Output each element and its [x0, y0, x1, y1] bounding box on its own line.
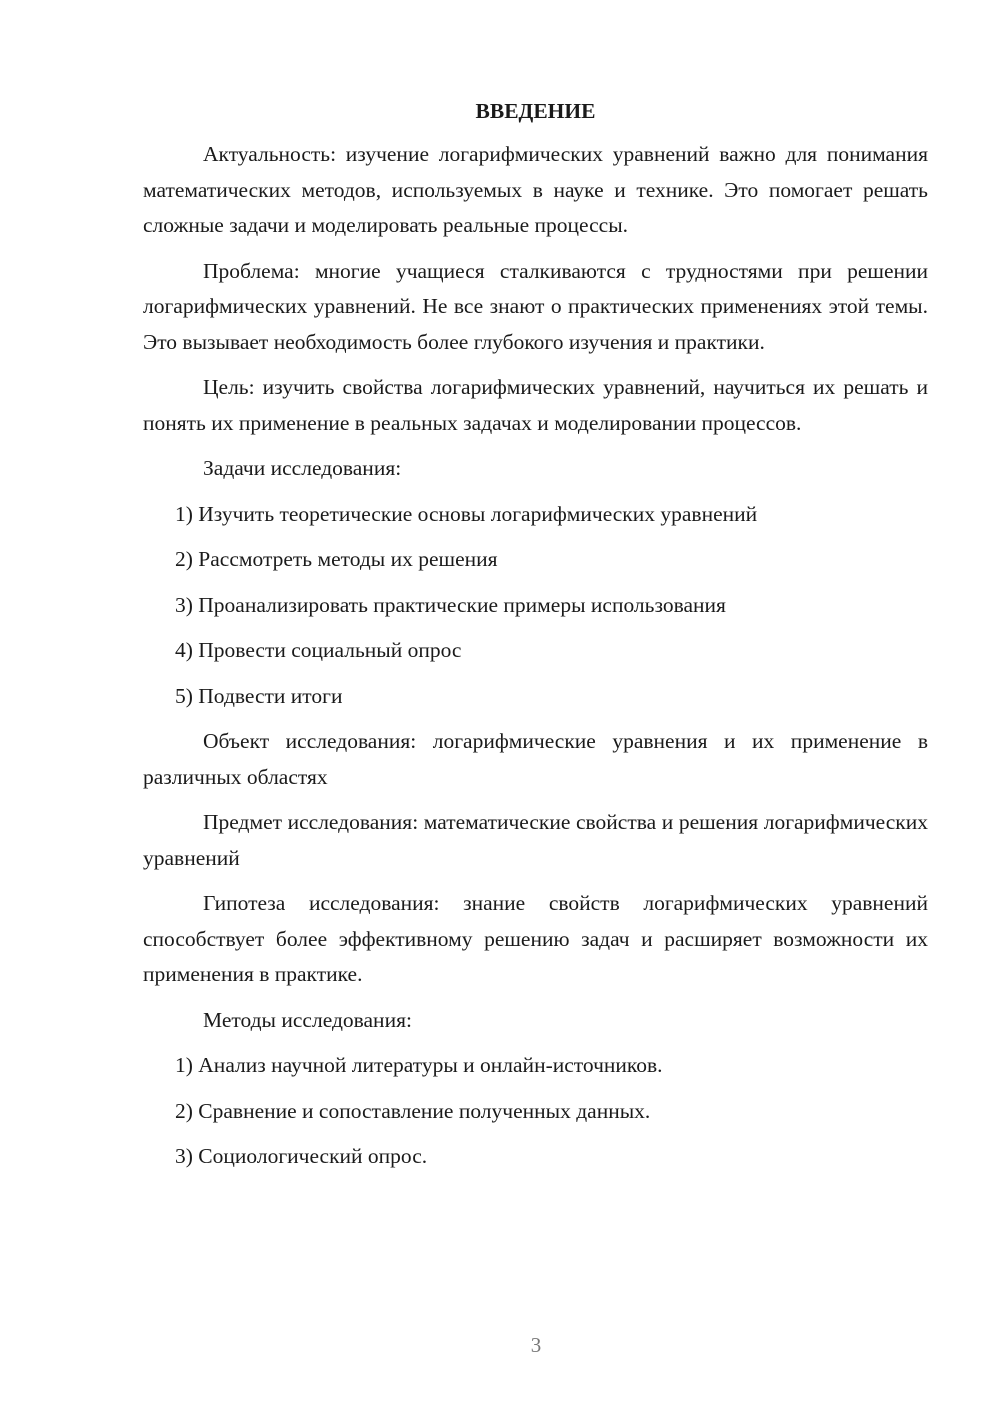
relevance-paragraph: Актуальность: изучение логарифмических уравнений важно для понимания математических методов, используемых в науке и технике. Это помогает решать сложные задачи и моделировать реальные процессы. [143, 142, 928, 237]
tasks-heading: Задачи исследования: [203, 456, 402, 480]
hypothesis-paragraph: Гипотеза исследования: знание свойств логарифмических уравнений способствует более эффективному решению задач и расширяет возможности их применения в практике. [143, 891, 928, 986]
list-item: 3) Проанализировать практические примеры использования [175, 592, 726, 617]
document-page [143, 94, 928, 1185]
page-number: 3 [530, 1333, 542, 1357]
list-item: 1) Изучить теоретические основы логарифмических уравнений [175, 501, 758, 526]
methods-list [143, 1048, 928, 1175]
goal-paragraph: Цель: изучить свойства логарифмических уравнений, научиться их решать и понять их применение в реальных задачах и моделировании процессов. [143, 375, 928, 435]
list-item: 1) Анализ научной литературы и онлайн-источников. [175, 1053, 663, 1077]
list-item: 3) Социологический опрос. [175, 1144, 428, 1168]
tasks-list [143, 497, 928, 715]
page-title: ВВЕДЕНИЕ [475, 99, 596, 123]
list-item: 5) Подвести итоги [175, 683, 343, 708]
object-paragraph: Объект исследования: логарифмические уравнения и их применение в различных областях [143, 729, 928, 789]
methods-heading: Методы исследования: [203, 1007, 412, 1032]
list-item: 2) Сравнение и сопоставление полученных данных. [175, 1098, 651, 1123]
subject-paragraph: Предмет исследования: математические свойства и решения логарифмических уравнений [143, 810, 928, 870]
list-item: 2) Рассмотреть методы их решения [175, 547, 498, 571]
list-item: 4) Провести социальный опрос [175, 638, 462, 662]
problem-paragraph: Проблема: многие учащиеся сталкиваются с трудностями при решении логарифмических уравнений. Не все знают о практических применениях этой темы. Это вызывает необходимость более глубокого изучения и практики. [143, 258, 928, 354]
